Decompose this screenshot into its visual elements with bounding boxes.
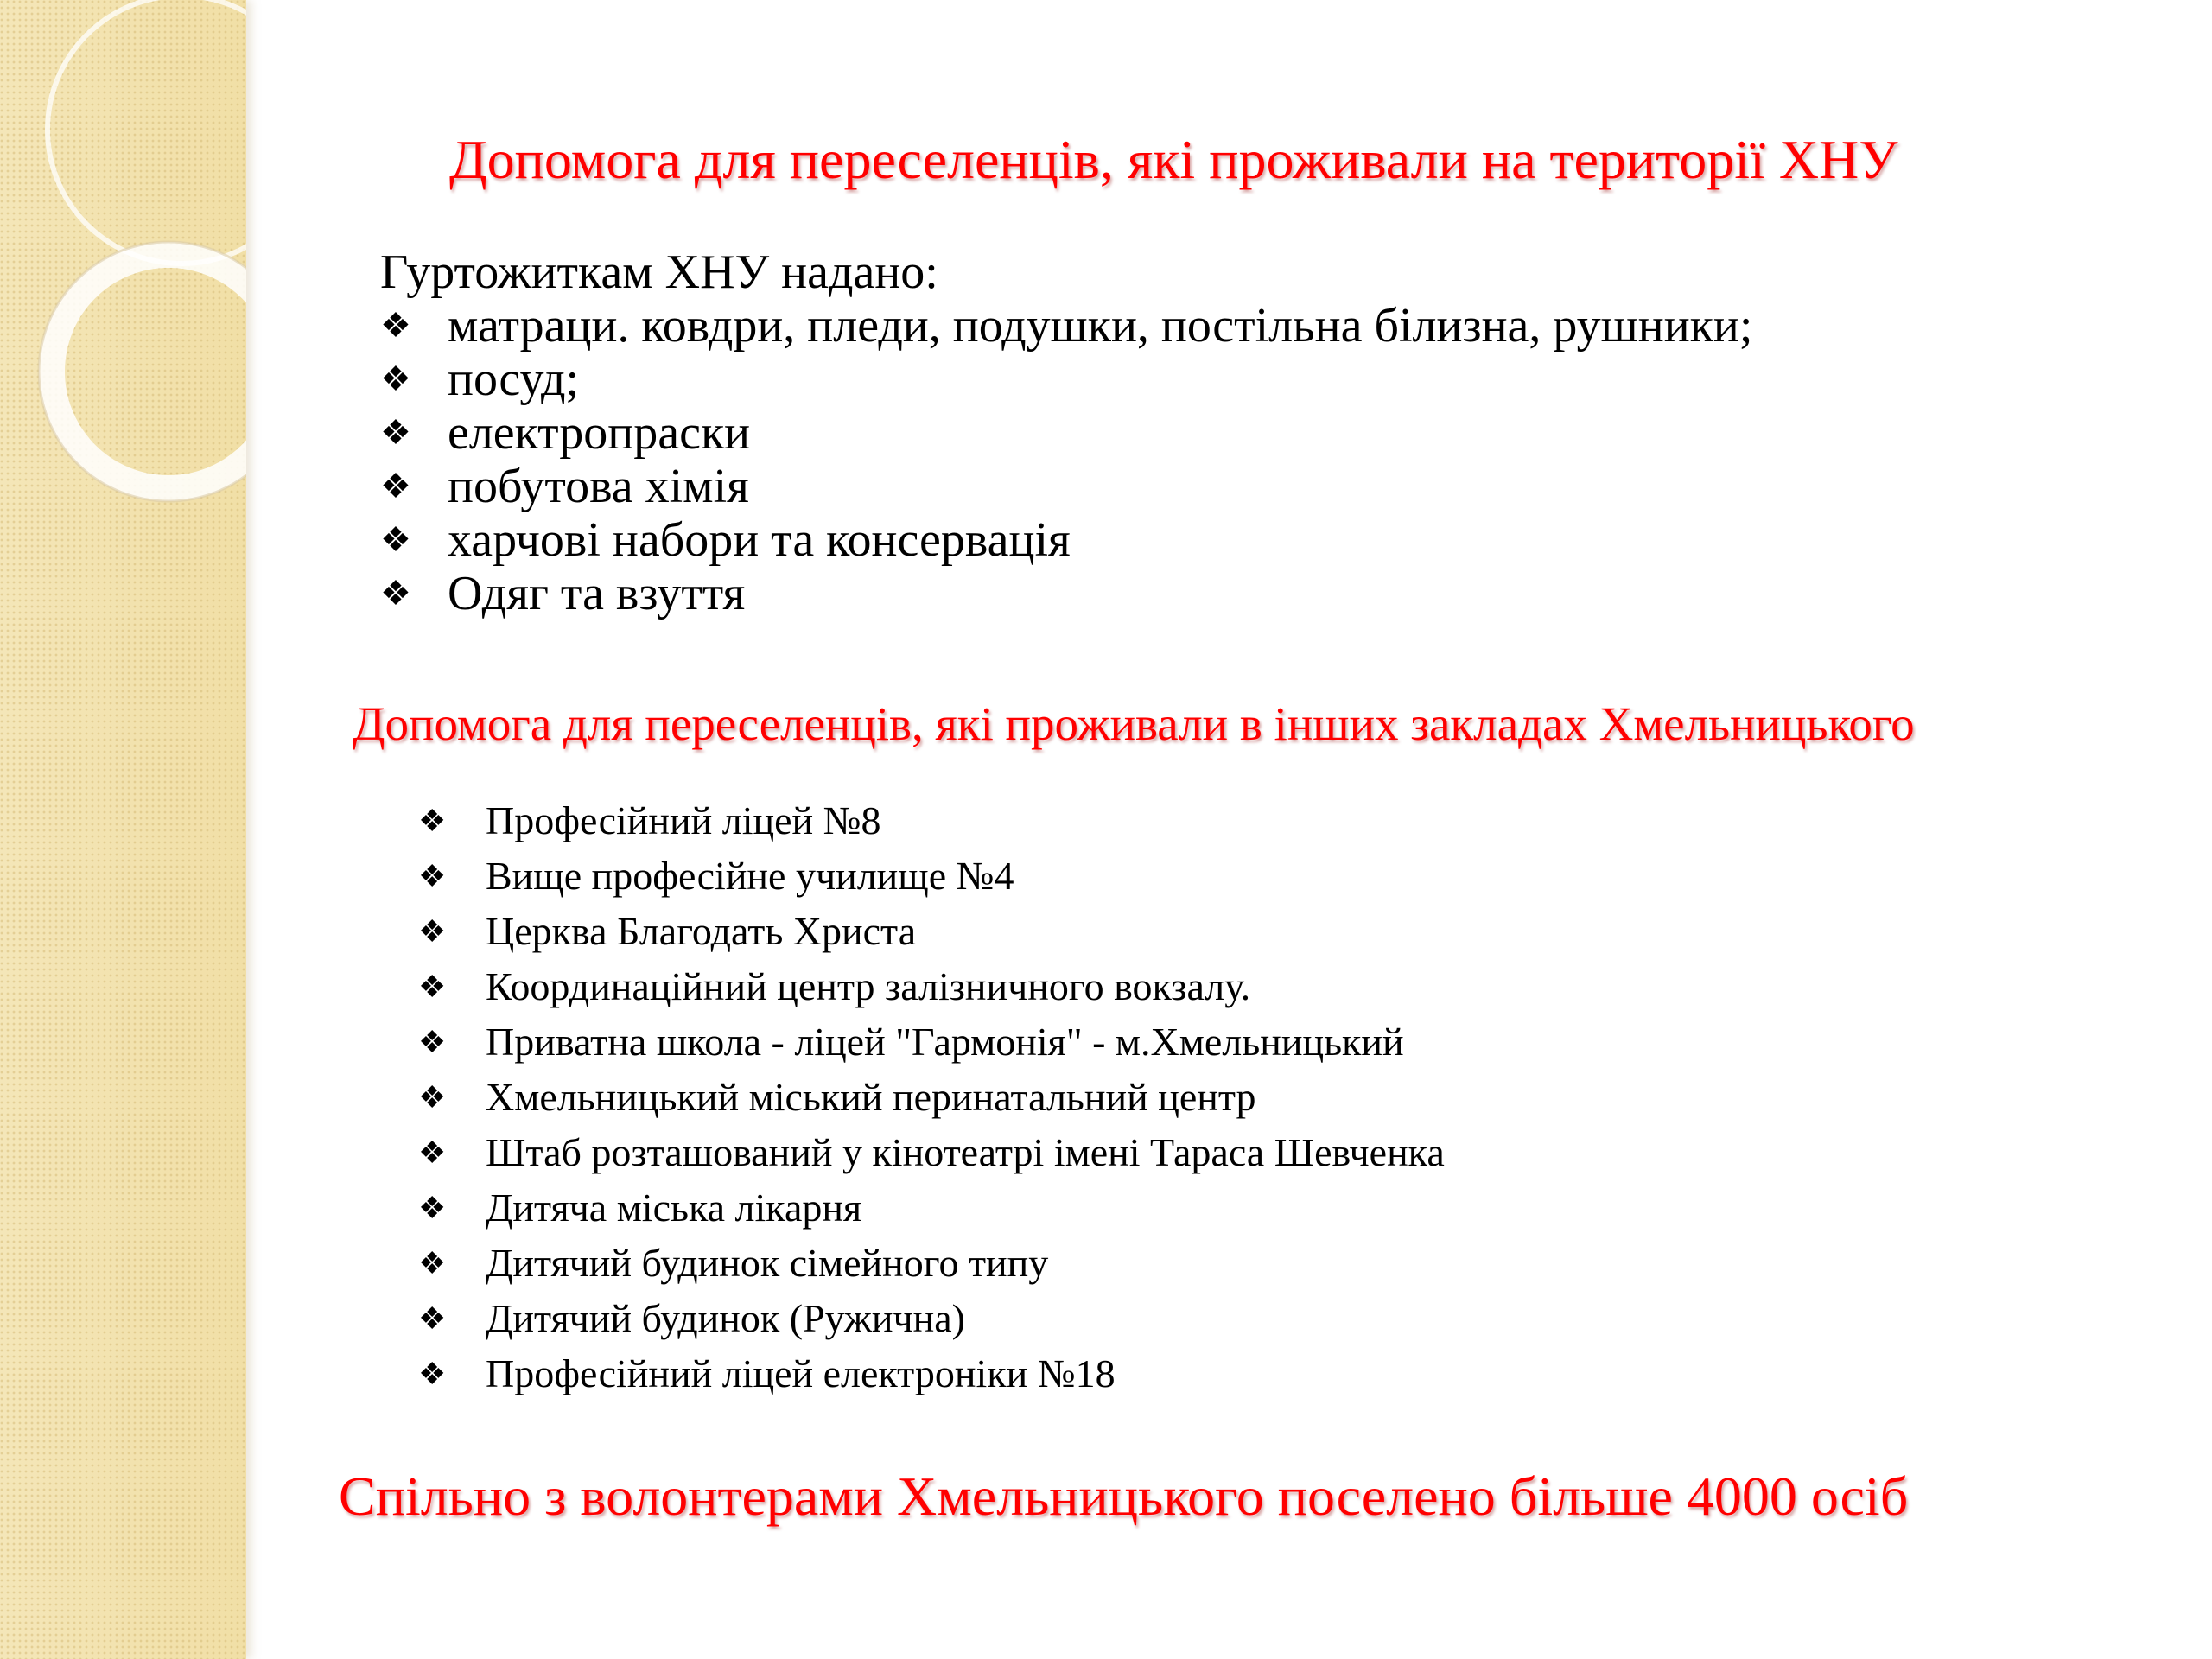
list-item [380, 353, 1752, 406]
ring-thick [52, 255, 246, 488]
list-item-text: Штаб розташований у кінотеатрі імені Тараса Шевченка [486, 1130, 1445, 1174]
list-item [418, 1346, 1445, 1402]
list-item [418, 1070, 1445, 1125]
dormitory-supplies-list [380, 299, 1752, 620]
diamond-bullet-icon: ❖ [418, 859, 447, 893]
diamond-bullet-icon: ❖ [380, 574, 411, 613]
diamond-bullet-icon: ❖ [418, 969, 447, 1004]
diamond-bullet-icon: ❖ [380, 306, 411, 345]
ring-large-outline [48, 0, 246, 264]
ring-thick-edge [39, 242, 246, 501]
diamond-bullet-icon: ❖ [380, 359, 411, 398]
list-item-text: Координаційний центр залізничного вокзалу. [486, 964, 1251, 1008]
list-item-text: посуд; [448, 353, 580, 406]
list-item [418, 959, 1445, 1014]
section-dormitories-intro: Гуртожиткам ХНУ надано: [380, 245, 938, 299]
list-item [380, 460, 1752, 513]
list-item [380, 513, 1752, 567]
diamond-bullet-icon: ❖ [418, 1025, 447, 1059]
list-item-text: Професійний ліцей №8 [486, 798, 881, 842]
diamond-bullet-icon: ❖ [418, 1080, 447, 1115]
diamond-bullet-icon: ❖ [418, 1191, 447, 1225]
list-item [380, 299, 1752, 353]
list-item [380, 567, 1752, 620]
diamond-bullet-icon: ❖ [418, 914, 447, 949]
title-summary: Спільно з волонтерами Хмельницького поселено більше 4000 осіб [339, 1465, 1909, 1527]
diamond-bullet-icon: ❖ [418, 804, 447, 838]
diamond-bullet-icon: ❖ [380, 467, 411, 505]
decorative-rings [0, 0, 246, 1659]
diamond-bullet-icon: ❖ [380, 413, 411, 452]
list-item-text: Дитяча міська лікарня [486, 1185, 862, 1230]
diamond-bullet-icon: ❖ [418, 1135, 447, 1170]
list-item [418, 1180, 1445, 1236]
list-item-text: Хмельницький міський перинатальний центр [486, 1075, 1256, 1119]
list-item [418, 793, 1445, 849]
list-item-text: харчові набори та консервація [448, 513, 1071, 567]
list-item-text: Одяг та взуття [448, 567, 746, 620]
list-item [418, 1014, 1445, 1070]
institutions-list [418, 793, 1445, 1402]
list-item [418, 904, 1445, 959]
section-institutions [418, 793, 1445, 1402]
list-item-text: Церква Благодать Христа [486, 909, 917, 953]
diamond-bullet-icon: ❖ [418, 1357, 447, 1391]
title-hnu-help: Допомога для переселенців, які проживали на території ХНУ [449, 129, 1898, 190]
list-item [380, 406, 1752, 460]
list-item-text: Професійний ліцей електроніки №18 [486, 1351, 1116, 1395]
list-item-text: Дитячий будинок (Ружична) [486, 1296, 965, 1340]
list-item-text: Дитячий будинок сімейного типу [486, 1241, 1049, 1285]
list-item-text: Вище професійне училище №4 [486, 854, 1014, 898]
list-item-text: електропраски [448, 406, 751, 460]
list-item [418, 1236, 1445, 1291]
list-item [418, 1125, 1445, 1180]
decorative-side-panel [0, 0, 246, 1659]
diamond-bullet-icon: ❖ [418, 1301, 447, 1336]
list-item-text: Приватна школа - ліцей "Гармонія" - м.Хмельницький [486, 1020, 1404, 1064]
diamond-bullet-icon: ❖ [380, 520, 411, 559]
diamond-bullet-icon: ❖ [418, 1246, 447, 1281]
list-item-text: матраци. ковдри, пледи, подушки, постільна білизна, рушники; [448, 299, 1753, 353]
list-item [418, 849, 1445, 904]
list-item-text: побутова хімія [448, 460, 749, 513]
list-item [418, 1291, 1445, 1346]
title-other-institutions: Допомога для переселенців, які проживали в інших закладах Хмельницького [353, 697, 1915, 750]
section-dormitories [380, 245, 1752, 620]
